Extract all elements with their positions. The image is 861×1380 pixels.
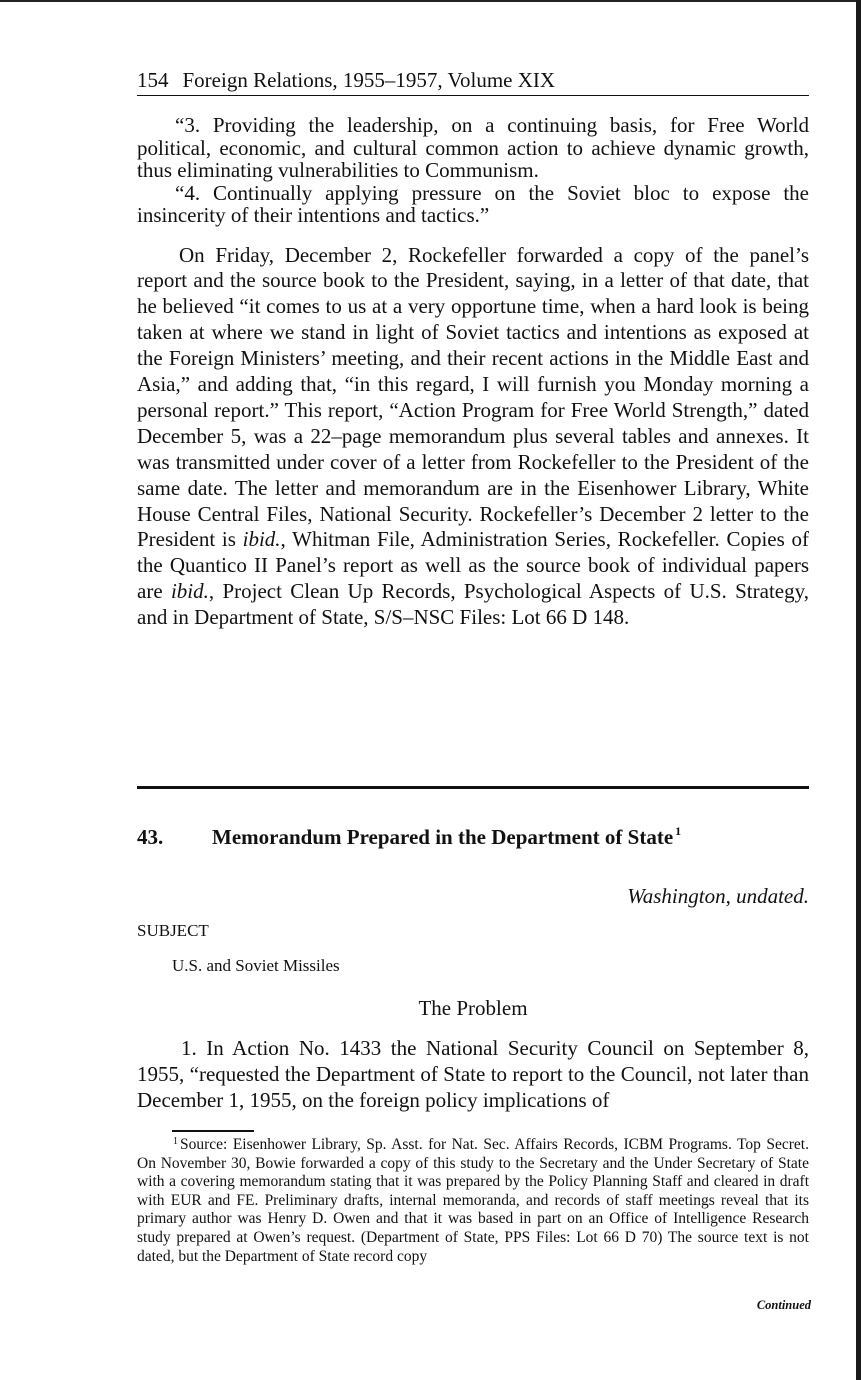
document-number: 43. [137,825,164,849]
footnote-marker: 1 [173,1136,178,1147]
editorial-note-text-3: , Project Clean Up Records, Psychological Aspects of U.S. Strategy, and in Department of State, S/S–NSC Files: Lot 66 D 148. [137,579,809,630]
ibid-citation: ibid. [170,579,209,604]
quoted-items [137,114,809,227]
page-body [137,66,809,631]
document-title: Memorandum Prepared in the Department of State [212,825,674,849]
editorial-note-text-1: On Friday, December 2, Rockefeller forwarded a copy of the panel’s report and the source book to the President, saying, in a letter of that date, that he believed “it comes to us at a very opportune time, when a hard look is being taken at where we stand in light of Soviet tactics and intentions as exposed at the Foreign Ministers’ meeting, and their recent actions in the Middle East and Asia,” and adding that, “in this regard, I will furnish you Monday morning a personal report.” This report, “Action Program for Free World Strength,” dated December 5, was a 22–page memorandum plus several tables and annexes. It was transmitted under cover of a letter from Rockefeller to the President of the same date. The letter and memorandum are in the Eisenhower Library, White House Central Files, National Security. Rockefeller’s December 2 letter to the President is [137,242,809,552]
document-heading [137,817,809,851]
quoted-item-3: “3. Providing the leadership, on a continuing basis, for Free World political, economic, and cultural common action to achieve dynamic growth, thus eliminating vulnerabilities to Communism. [137,113,809,182]
footnote [137,1133,809,1266]
volume-title: Foreign Relations, 1955–1957, Volume XIX [182,68,556,92]
section-divider [137,786,809,789]
subject-label: SUBJECT [137,921,209,940]
editorial-note [137,243,809,632]
editorial-note-text-2: , Whitman File, Administration Series, Rockefeller. Copies of the Quantico II Panel’s report as well as the source book of individual papers are [137,527,809,604]
footnote-text: Source: Eisenhower Library, Sp. Asst. for Nat. Sec. Affairs Records, ICBM Programs. Top Secret. On November 30, Bowie forwarded a copy of this study to the Secretary and the Under Secretary of State with a covering memorandum stating that it was prepared by the Policy Planning Staff and cleared in draft with EUR and FE. Preliminary drafts, internal memoranda, and records of staff meetings reveal that its primary author was Henry D. Owen and that it was based in part on an Office of Intelligence Research study prepared at Owen’s request. (Department of State, PPS Files: Lot 66 D 70) The source text is not dated, but the Department of State record copy [137,1136,809,1265]
subject-text: U.S. and Soviet Missiles [172,956,340,975]
paragraph-1: 1. In Action No. 1433 the National Security Council on September 8, 1955, “requested the Department of State to report to the Council, not later than December 1, 1955, on the foreign policy implications of [137,1036,809,1112]
place-date: Washington, undated. [627,884,809,908]
ibid-citation: ibid. [242,527,281,552]
scan-right-edge [856,0,861,1380]
continued-label: Continued [756,1298,811,1312]
footnote-rule [172,1130,254,1132]
scan-top-edge [0,0,861,2]
quoted-item-4: “4. Continually applying pressure on the Soviet bloc to expose the insincerity of their intentions and tactics.” [137,180,809,227]
section-title: The Problem [418,996,528,1020]
page-number: 154 [137,68,169,92]
running-head [137,66,809,96]
footnote-reference: 1 [675,824,682,838]
